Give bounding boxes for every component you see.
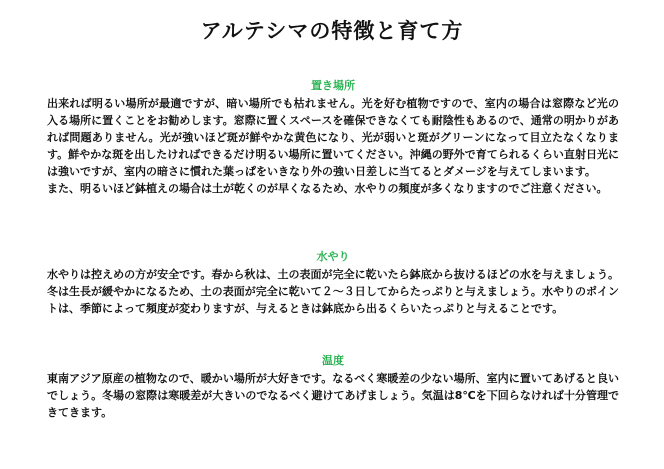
section-temperature <box>47 353 619 421</box>
section-watering <box>47 249 619 317</box>
section-heading-watering: 水やり <box>316 250 350 263</box>
section-body-placement: 出来れば明るい場所が最適ですが、暗い場所でも枯れません。光を好む植物ですので、室内の場合は窓際など光の入る場所に置くことをお勧めします。窓際に置くスペースを確保できなくても耐陰性もあるので、通常の明かりがあれば問題ありません。光が強いほど斑が鮮やかな黄色になり、光が弱いと斑がグリーンになって目立たなくなります。鮮やかな斑を出したければできるだけ明るい場所に置いてください。沖縄の野外で育てられるくらい直射日光には強いですが、室内の暗さに慣れた葉っぱをいきなり外の強い日差しに当てるとダメージを与えてしまいます。 <box>47 97 619 178</box>
section-body-temperature: 東南アジア原産の植物なので、暖かい場所が大好きです。なるべく寒暖差の少ない場所、室内に置いてあげると良いでしょう。冬場の窓際は寒暖差が大きいのでなるべく避けてあげましょう。気温は8℃を下回らなければ十分管理できてきます。 <box>47 372 619 419</box>
page-title: アルテシマの特徴と育て方 <box>200 19 464 43</box>
section-body-placement-note: また、明るいほど鉢植えの場合は土が乾くのが早くなるため、水やりの頻度が多くなりますのでご注意ください。 <box>47 182 608 195</box>
section-placement <box>47 78 619 197</box>
section-body-watering: 水やりは控えめの方が安全です。春から秋は、土の表面が完全に乾いたら鉢底から抜けるほどの水を与えましょう。冬は生長が緩やかになるため、土の表面が完全に乾いて２～３日してからたっぷりと与えましょう。水やりのポイントは、季節によって頻度が変わりますが、与えるときは鉢底から出るくらいたっぷりと与えることです。 <box>47 268 619 315</box>
section-heading-placement: 置き場所 <box>311 79 355 92</box>
section-heading-temperature: 温度 <box>322 354 344 367</box>
